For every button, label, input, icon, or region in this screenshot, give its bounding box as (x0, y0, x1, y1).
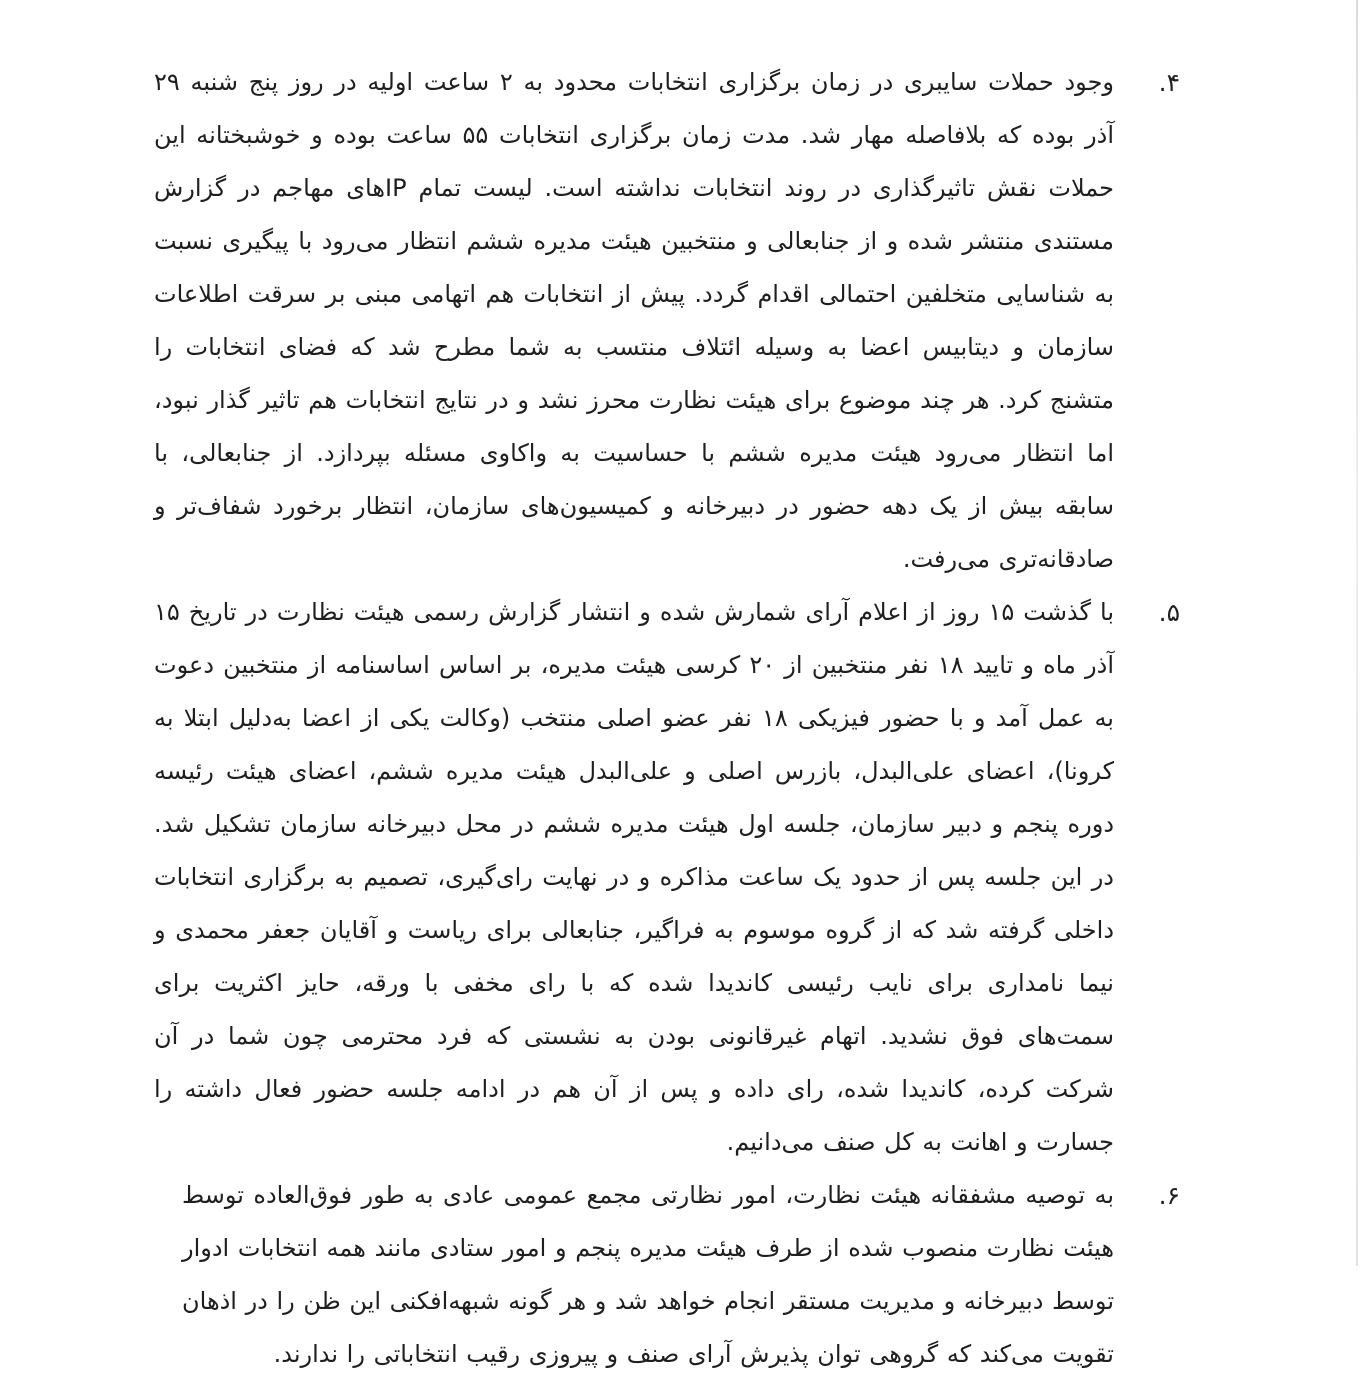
list-item-5 (140, 586, 1180, 1169)
scan-edge-line (1356, 0, 1358, 1266)
item-paragraph: با گذشت ۱۵ روز از اعلام آرای شمارش شده و انتشار گزارش رسمی هیئت نظارت در تاریخ ۱۵ آذر ماه و تایید ۱۸ نفر منتخبین از ۲۰ کرسی هیئت مدیره، بر اساس اساسنامه از منتخبین دعوت به عمل آمد و با حضور فیزیکی ۱۸ نفر عضو اصلی منتخب (وکالت یکی از اعضا به‌دلیل ابتلا به کرونا)، اعضای علی‌البدل، بازرس اصلی و علی‌البدل هیئت مدیره ششم، اعضای هیئت رئیسه دوره پنجم و دبیر سازمان، جلسه اول هیئت مدیره ششم در محل دبیرخانه سازمان تشکیل شد. در این جلسه پس از حدود یک ساعت مذاکره و در نهایت رای‌گیری، تصمیم به برگزاری انتخابات داخلی گرفته شد که از گروه موسوم به فراگیر، جنابعالی برای ریاست و آقایان جعفر محمدی و نیما نامداری برای نایب رئیسی کاندیدا شده که با رای مخفی با ورقه، حایز اکثریت برای سمت‌های فوق نشدید. اتهام غیرقانونی بودن به نشستی که فرد محترمی چون شما در آن شرکت کرده، کاندیدا شده، رای داده و پس از آن هم در ادامه جلسه حضور فعال داشته را جسارت و اهانت به کل صنف می‌دانیم. (154, 598, 1114, 1156)
list-item-4 (140, 56, 1180, 586)
item-paragraph: به توصیه مشفقانه هیئت نظارت، امور نظارتی مجمع عمومی عادی به طور فوق‌العاده توسط هیئت نظارت منصوب شده از طرف هیئت مدیره پنجم و امور ستادی مانند همه انتخابات ادوار توسط دبیرخانه و مدیریت مستقر انجام خواهد شد و هر گونه شبهه‌افکنی این ظن را در اذهان تقویت می‌کند که گروهی توان پذیرش آرای صنف و پیروزی رقیب انتخاباتی را ندارند. (182, 1181, 1114, 1368)
list-item-6 (140, 1169, 1180, 1381)
item-number: ۵. (1158, 598, 1180, 627)
item-paragraph: وجود حملات سایبری در زمان برگزاری انتخابات محدود به ۲ ساعت اولیه در روز پنج شنبه ۲۹ آذر بوده که بلافاصله مهار شد. مدت زمان برگزاری انتخابات ۵۵ ساعت بوده و خوشبختانه این حملات نقش تاثیرگذاری در روند انتخابات نداشته است. لیست تمام IPهای مهاجم در گزارش مستندی منتشر شده و از جنابعالی و منتخبین هیئت مدیره ششم انتظار می‌رود با پیگیری نسبت به شناسایی متخلفین احتمالی اقدام گردد. پیش از انتخابات هم اتهامی مبنی بر سرقت اطلاعات سازمان و دیتابیس اعضا به وسیله ائتلاف منتسب به شما مطرح شد که فضای انتخابات را متشنج کرد. هر چند موضوع برای هیئت نظارت محرز نشد و در نتایج انتخابات هم تاثیر گذار نبود، اما انتظار می‌رود هیئت مدیره ششم با حساسیت به واکاوی مسئله بپردازد. از جنابعالی، با سابقه بیش از یک دهه حضور در دبیرخانه و کمیسیون‌های سازمان، انتظار برخورد شفاف‌تر و صادقانه‌تری می‌رفت. (154, 68, 1115, 573)
document-page (140, 56, 1180, 1381)
item-number: ۶. (1158, 1181, 1180, 1210)
item-number: ۴. (1158, 68, 1180, 97)
